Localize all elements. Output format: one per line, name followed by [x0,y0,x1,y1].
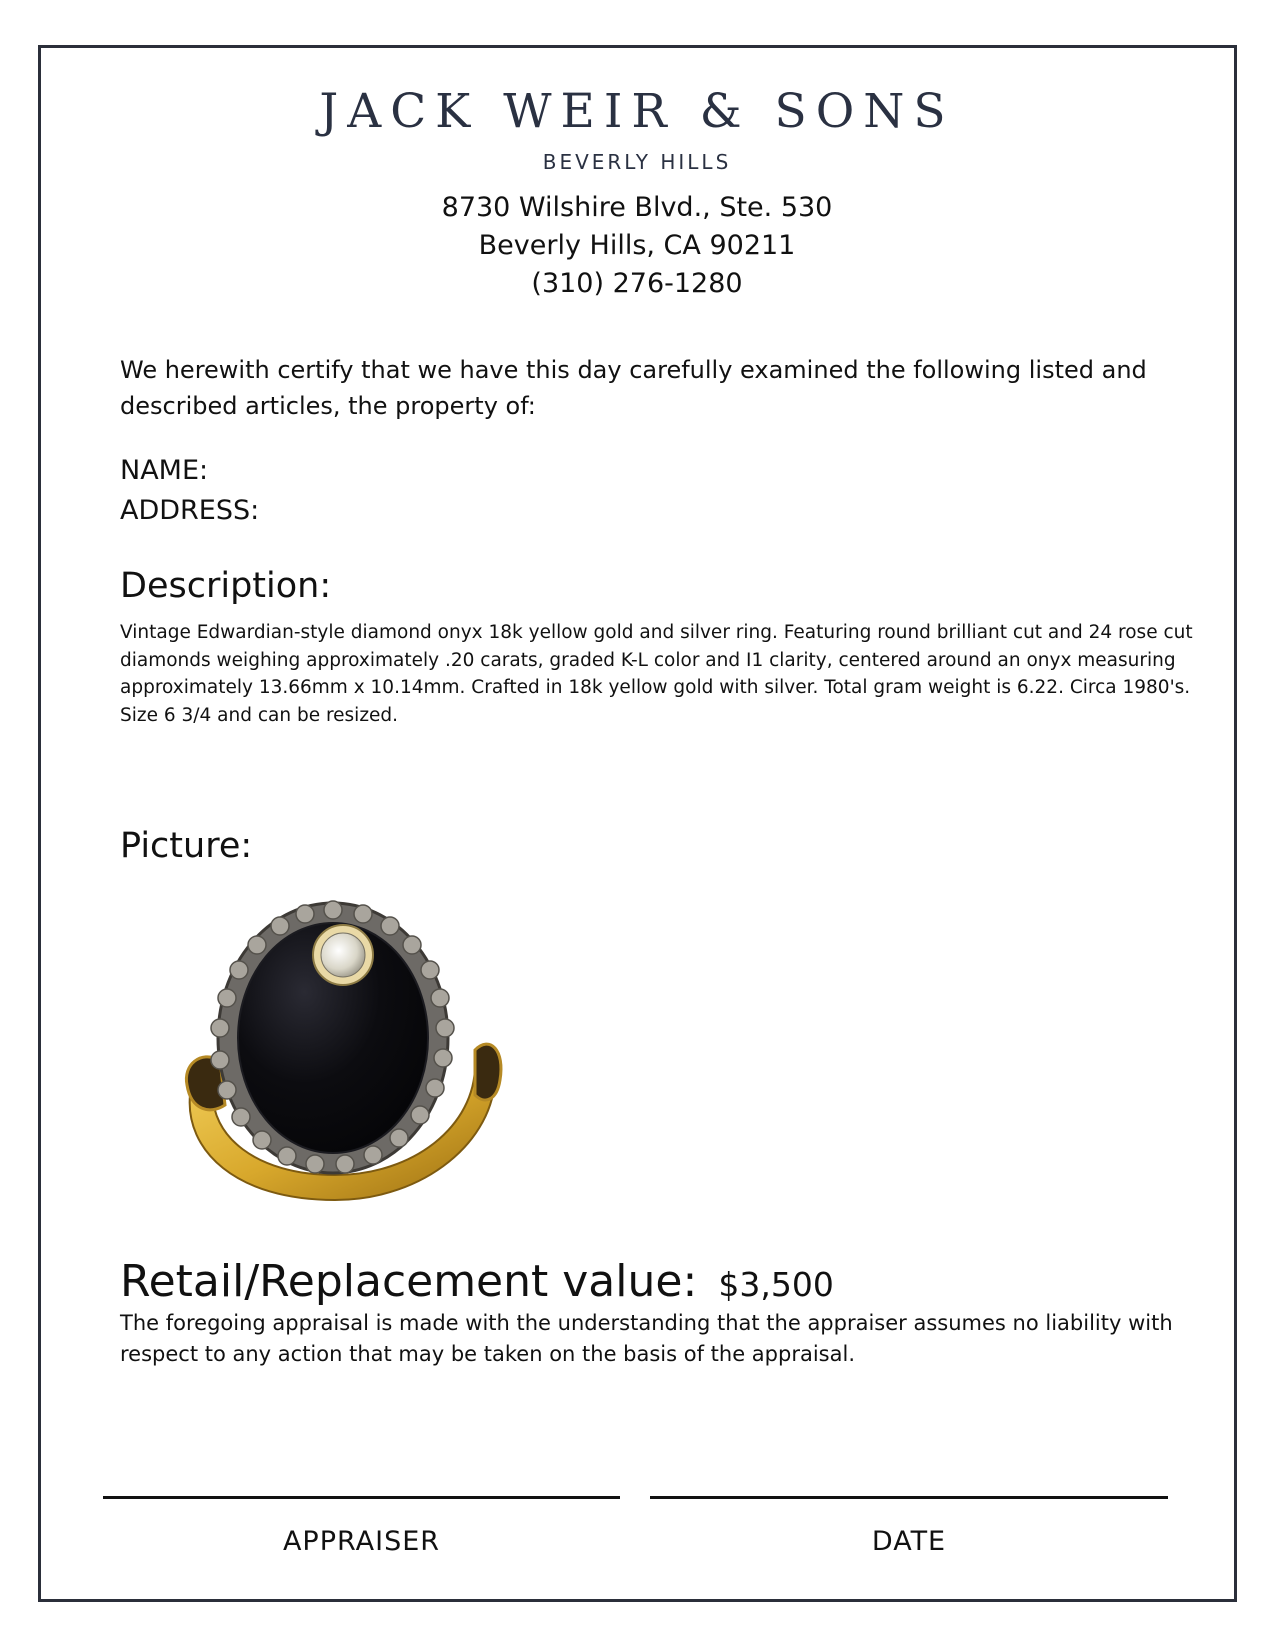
appraiser-label: APPRAISER [282,1526,441,1557]
valuation-row [120,1256,834,1307]
address-line-2: Beverly Hills, CA 90211 [478,230,796,261]
certification-text: We herewith certify that we have this day carefully examined the following listed and described articles, the property of: [120,356,1147,420]
ring-photo [175,900,525,1210]
company-city: BEVERLY HILLS [542,150,732,174]
date-signature-line [650,1496,1168,1499]
address-field-label: ADDRESS: [120,495,260,526]
description-body: Vintage Edwardian-style diamond onyx 18k yellow gold and silver ring. Featuring round brilliant cut and 24 rose cut diamonds weighing approximately .20 carats, graded K-L color and I1 clarity, centered around an onyx measuring approximately 13.66mm x 10.14mm. Crafted in 18k yellow gold with silver. Total gram weight is 6.22. Circa 1980's. Size 6 3/4 and can be resized. [120,622,1193,726]
center-diamond [321,933,365,977]
valuation-label: Retail/Replacement value: [120,1256,698,1307]
phone-number: (310) 276-1280 [531,268,743,299]
appraiser-signature-line [103,1496,620,1499]
picture-heading: Picture: [120,826,253,866]
company-name: JACK WEIR & SONS [319,84,955,139]
address-line-1: 8730 Wilshire Blvd., Ste. 530 [441,192,833,223]
appraisal-disclaimer: The foregoing appraisal is made with the understanding that the appraiser assumes no liability with respect to any action that may be taken on the basis of the appraisal. [120,1311,1173,1366]
name-field-label: NAME: [120,455,209,486]
description-heading: Description: [120,566,332,606]
ring-shoulder-right [475,1044,501,1100]
valuation-amount: $3,500 [718,1265,834,1304]
date-label: DATE [871,1526,947,1557]
